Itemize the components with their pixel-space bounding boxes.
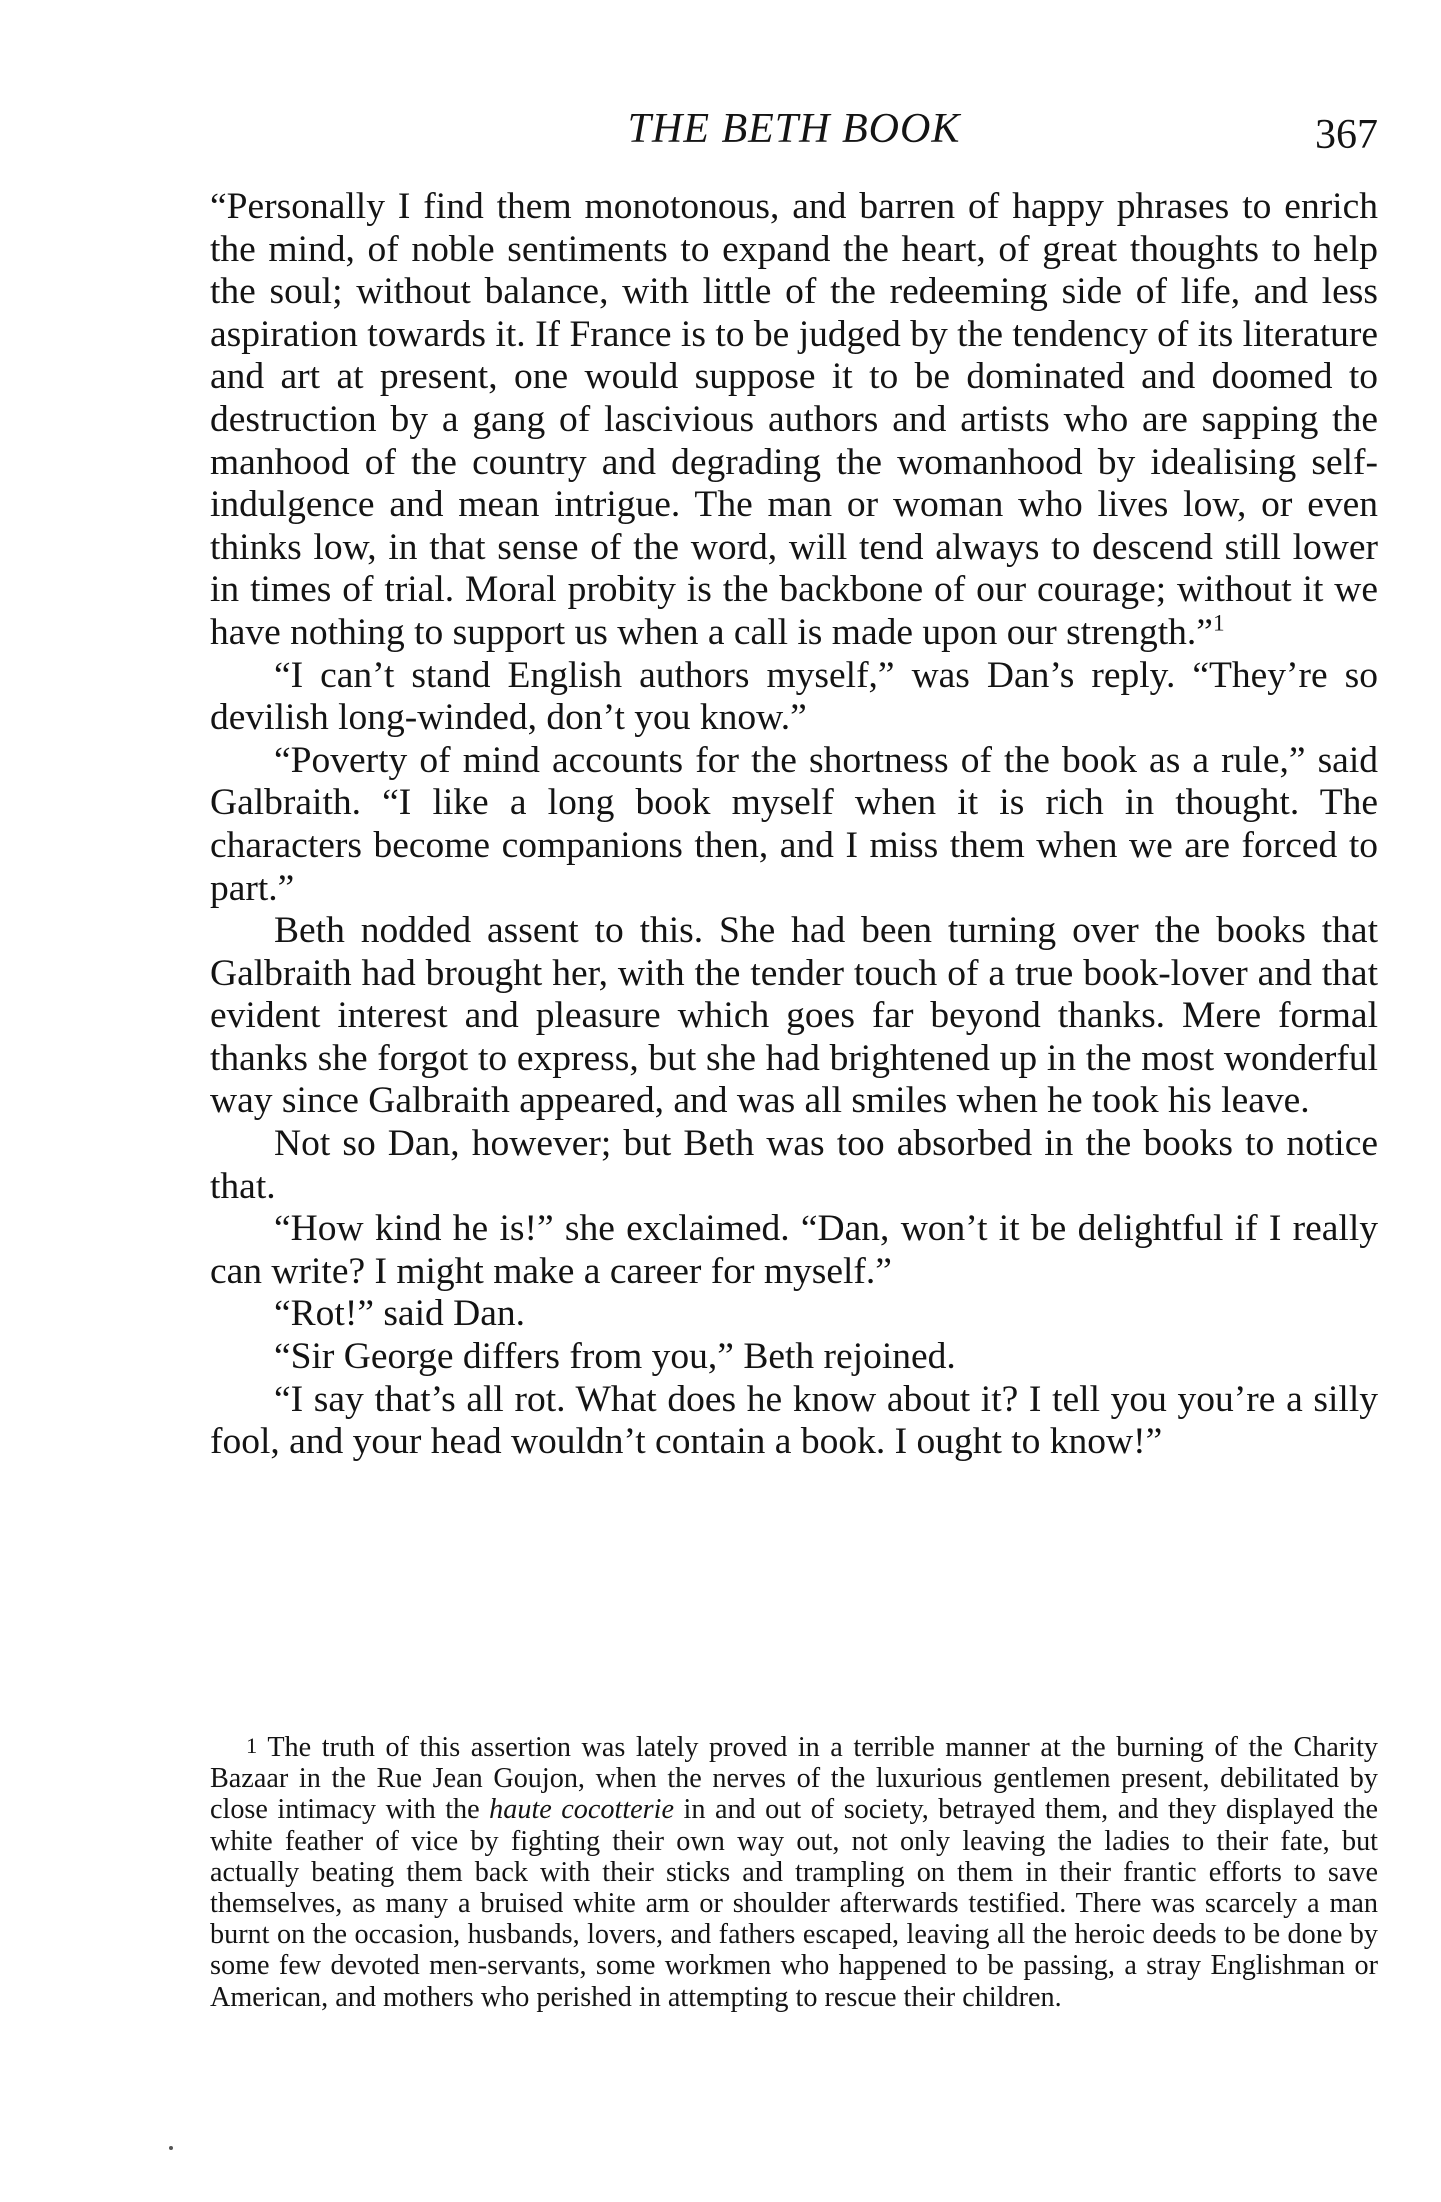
running-title: THE BETH BOOK	[627, 106, 961, 152]
paragraph-5: Not so Dan, however; but Beth was too absorbed in the books to notice that.	[210, 1123, 1378, 1207]
paragraph-text: “Personally I find them monotonous, and barren of happy phrases to enrich the mind, of noble sentiments to expand the heart, of great thoughts to help the soul; without balance, with little of the redeeming side of life, and less aspiration towards it. If France is to be judged by the tendency of its literature and art at present, one would suppose it to be dominated and doomed to destruction by a gang of lascivious authors and artists who are sapping the manhood of the country and degrading the womanhood by idealising self-indulgence and mean intrigue. The man or woman who lives low, or even thinks low, in that sense of the word, will tend always to descend still lower in times of trial. Moral probity is the backbone of our courage; without it we have nothing to support us when a call is made upon our strength.”	[210, 186, 1378, 653]
paragraph-1	[210, 186, 1378, 655]
footnote-text-after: in and out of society, betrayed them, and they displayed the white feather of vice by fighting their own way out, not only leaving the ladies to their fate, but actually beating them back with their sticks and trampling on them in their frantic efforts to save themselves, as many a bruised white arm or shoulder afterwards testified. There was scarcely a man burnt on the occasion, husbands, lovers, and fathers escaped, leaving all the heroic deeds to be done by some few devoted men-servants, some workmen who happened to be passing, a stray Englishman or American, and mothers who perished in attempting to rescue their children.	[210, 1794, 1378, 2013]
paper-speck	[169, 2146, 173, 2150]
footnote	[210, 1732, 1378, 2013]
page-number: 367	[1315, 112, 1378, 158]
paragraph-4: Beth nodded assent to this. She had been turning over the books that Galbraith had brought her, with the tender touch of a true book-lover and that evident interest and pleasure which goes far beyond thanks. Mere formal thanks she forgot to express, but she had brightened up in the most wonderful way since Galbraith appeared, and was all smiles when he took his leave.	[210, 910, 1378, 1122]
paragraph-7: “Rot!” said Dan.	[274, 1293, 525, 1335]
paragraph-6: “How kind he is!” she exclaimed. “Dan, won’t it be delightful if I really can write? I might make a career for myself.”	[210, 1208, 1378, 1292]
footnote-text	[210, 1732, 1378, 2013]
footnote-marker: 1	[246, 1733, 258, 1758]
paragraph-2: “I can’t stand English authors myself,” was Dan’s reply. “They’re so devilish long-winded, don’t you know.”	[210, 654, 1378, 739]
footnote-reference: 1	[1212, 610, 1225, 637]
running-head	[210, 104, 1378, 158]
paragraph-8: “Sir George differs from you,” Beth rejoined.	[274, 1336, 956, 1378]
footnote-text-before: The truth of this assertion was lately proved in a terrible manner at the burning of the Charity Bazaar in the Rue Jean Goujon, when the nerves of the luxurious gentlemen present, debilitated by close intimacy with the	[210, 1732, 1378, 1826]
footnote-italic-phrase: haute cocotterie	[489, 1794, 674, 1826]
paragraph-9: “I say that’s all rot. What does he know about it? I tell you you’re a silly fool, and your head wouldn’t contain a book. I ought to know!”	[210, 1378, 1378, 1463]
body-text	[210, 186, 1378, 1464]
paragraph-3: “Poverty of mind accounts for the shortness of the book as a rule,” said Galbraith. “I like a long book myself when it is rich in thought. The characters become companions then, and I miss them when we are forced to part.”	[210, 739, 1378, 909]
